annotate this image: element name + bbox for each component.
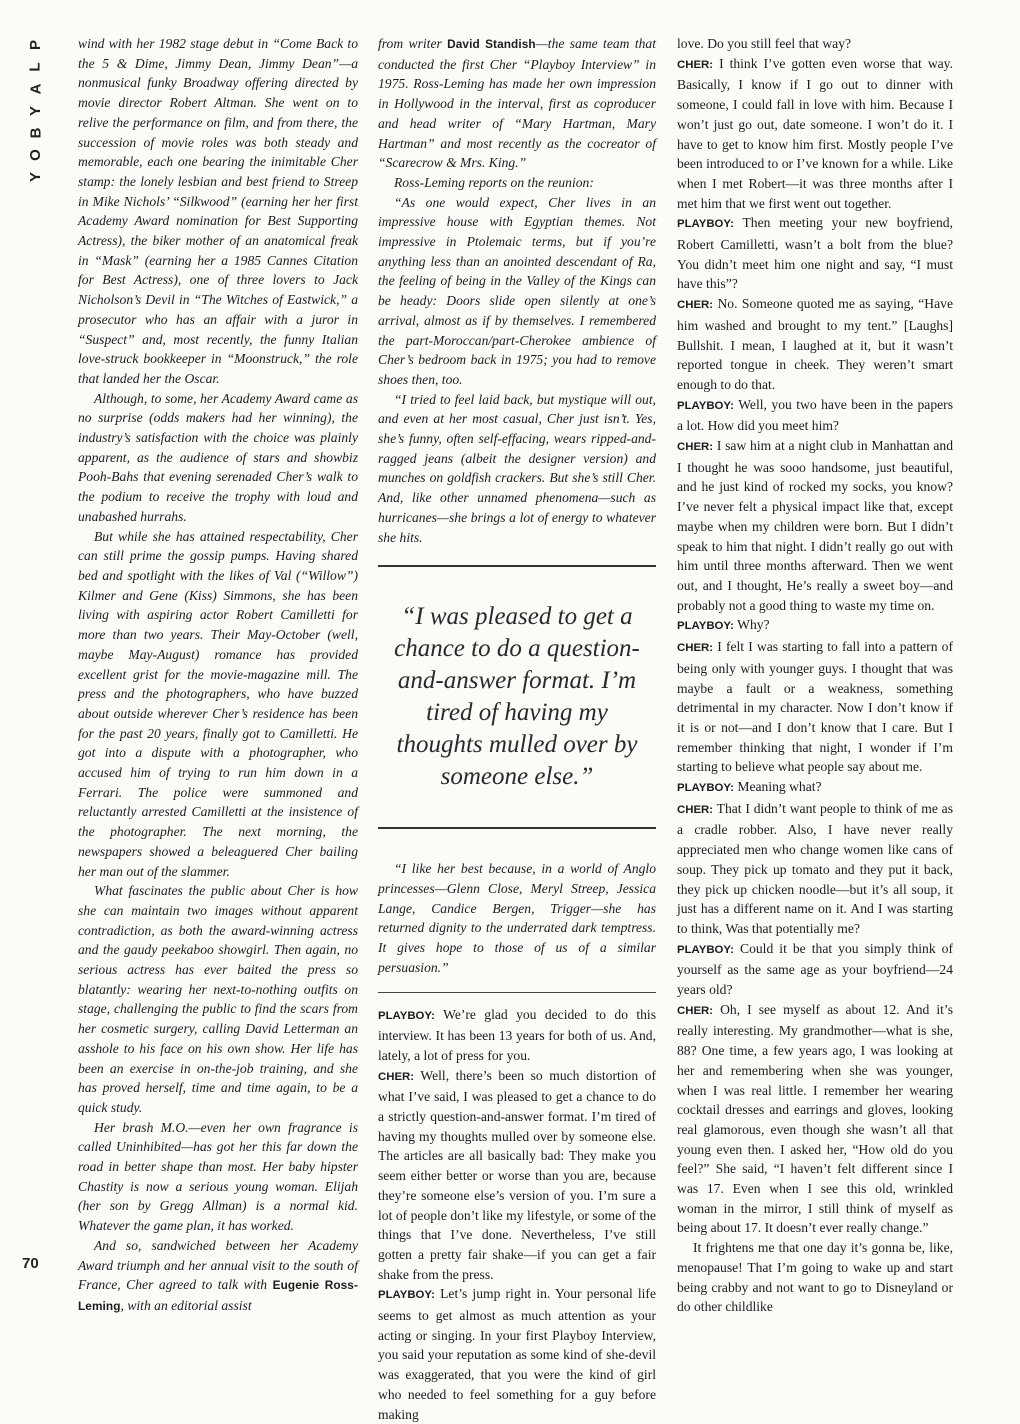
interviewer-name: Eugenie Ross-Leming: [78, 1278, 358, 1313]
interview-question: PLAYBOY: Could it be that you simply think of yourself as the same age as your boyfriend—24 years old?: [677, 940, 953, 998]
writer-name: David Standish: [447, 37, 536, 51]
magazine-letter: L: [26, 62, 44, 72]
speaker-label: CHER:: [677, 803, 714, 816]
magazine-name-vertical: [24, 34, 48, 188]
speaker-label: PLAYBOY:: [677, 620, 734, 633]
speaker-label: PLAYBOY:: [677, 399, 734, 412]
intro-paragraph: from writer David Standish—the same team that conducted the first Cher “Playboy Interview” in 1975. Ross-Leming has made her own impression in Hollywood in the interval, first as coproducer and head writer of “Mary Hartman, Mary Hartman” and most recently as the cocreator of “Scarecrow & Mrs. King.”: [378, 36, 656, 171]
magazine-letter: Y: [26, 171, 44, 183]
interview-answer: CHER: I think I’ve gotten even worse that way. Basically, I know if I go out to dinner with someone, I could fall in love with him. Because I won’t just go out, date someone. I won’t do it. I have to get to know him first. Mostly people I’ve been introduced to or I’ve known for a while. Like when I met Robert—it was three months after I met him that we first went out together.: [677, 55, 953, 211]
intro-paragraph: And so, sandwiched between her Academy Award triumph and her annual visit to the south of France, Cher agreed to talk with Eugenie Ross-Leming, with an editorial assist: [78, 1237, 358, 1313]
pull-quote: “I was pleased to get a chance to do a question-and-answer format. I’m tired of having my thoughts mulled over by someone else.”: [378, 565, 656, 829]
interview-question: PLAYBOY: Why?: [677, 617, 770, 633]
middle-column: [378, 34, 656, 1424]
intro-paragraph: “I tried to feel laid back, but mystique will out, and even at her most casual, Cher just isn’t. Yes, she’s funny, often self-effacing, wears ripped-and-ragged jeans (albeit the designer version) and munches on goldfish crackers. But she’s still Cher. And, like other unnamed phenomena—such as hurricanes—she brings a lot of energy to whatever she hits.: [378, 391, 656, 545]
intro-paragraph: Ross-Leming reports on the reunion:: [394, 174, 594, 190]
speaker-label: CHER:: [677, 58, 714, 71]
intro-paragraph: Although, to some, her Academy Award came as no surprise (odds makers had her winning), the industry’s satisfaction with the choice was plainly apparent, as the audience of stars and showbiz Pooh-Bahs that evening serenaded Cher’s walk to the podium to receive the trophy with loud and unabashed hurrahs.: [78, 390, 358, 524]
intro-paragraph: wind with her 1982 stage debut in “Come Back to the 5 & Dime, Jimmy Dean, Jimmy Dean”—a nonmusical funky Broadway offering directed by movie director Robert Altman. She went on to relive the performance on film, and from there, the succession of movie roles was both steady and memorable, each one bearing the inimitable Cher stamp: the lonely lesbian and best friend to Streep in Mike Nichols’ “Silkwood” (earning her her first Academy Award nomination for Best Supporting Actress), the biker mother of an anatomical freak in “Mask” (earning her a 1985 Cannes Citation for Best Actress), one of three lovers to Jack Nicholson’s Devil in “The Witches of Eastwick,” a prosecutor who has an affair with a juror in “Suspect” and, most recently, the funny Italian love-struck bookkeeper in “Moonstruck,” the role that landed her the Oscar.: [78, 36, 358, 386]
interview-answer: CHER: That I didn’t want people to think of me as a cradle robber. Also, I have never really appreciated men who change women like cans of soup. They pick up tomato and they put it back, they pick up chicken noodle—but it’s all soup, it just has a different name on it. And I was starting to think, Was that potentially me?: [677, 800, 953, 936]
interview-answer: CHER: I felt I was starting to fall into a pattern of being only with younger guys. I thought that was maybe a fault or a weakness, something detrimental in my character. Now I don’t know if it is or not—and I don’t know that I care. But I remember thinking that night, I wonder if I’m starting to believe what people say about me.: [677, 639, 953, 775]
interview-answer: CHER: I saw him at a night club in Manhattan and I thought he was sooo handsome, just beautiful, and he just kind of rocked my socks, you know? I’ve never felt a physical impact like that, except maybe when my children were born. But I didn’t speak to him that night. I didn’t really go out with him until three months afterward. Then we went out, and I thought, He’s really a sweet boy—and probably not a good thing to waste my time on.: [677, 438, 953, 613]
speaker-label: PLAYBOY:: [378, 1289, 435, 1302]
intro-paragraph: Her brash M.O.—even her own fragrance is called Uninhibited—has got her this far down the road in better shape than most. Her baby hipster Chastity is now a serious young woman. Elijah (her son by Gregg Allman) is a normal kid. Whatever the game plan, it has worked.: [78, 1119, 358, 1234]
interview-question: PLAYBOY: We’re glad you decided to do this interview. It has been 13 years for both of us. And, lately, a lot of press for you.: [378, 1006, 656, 1063]
speaker-label: CHER:: [677, 441, 714, 454]
interview-question: PLAYBOY: Well, you two have been in the papers a lot. How did you meet him?: [677, 396, 953, 434]
magazine-letter: P: [26, 39, 44, 51]
section-divider: [378, 992, 656, 993]
interview-question: PLAYBOY: Let’s jump right in. Your personal life seems to get almost as much attention as your acting or singing. In your first Playboy Interview, you said your reputation as some kind of she-devil was exaggerated, that you were the kind of girl who needed to feel something for a guy before making: [378, 1286, 656, 1422]
intro-paragraph: “As one would expect, Cher lives in an impressive house with Egyptian themes. Not impressive in Ptolemaic terms, but if you’re anything less than an anointed descendant of Ra, the feeling of being in the Valley of the Kings can be heady: Doors slide open silently at one’s arrival, almost as if by themselves. I remembered the part-Moroccan/part-Cherokee ambience of Cher’s bedroom back in 1975; you had to remove shoes then, too.: [378, 194, 656, 387]
magazine-letter: B: [27, 127, 44, 139]
speaker-label: CHER:: [677, 299, 714, 312]
speaker-label: PLAYBOY:: [677, 782, 734, 795]
intro-paragraph: What fascinates the public about Cher is how she can maintain two images without apparent contradiction, as both the award-winning actress and the gaudy peekaboo showgirl. Then again, no serious actress has ever baited the press so blatantly: wearing her next-to-nothing outfits on stage, challenging the public to find the scars from her cosmetic surgery, calling David Letterman an asshole to his face on his own show. Her life has been an exercise in on-the-job training, and she has proved herself, time and time again, to be a quick study.: [78, 883, 358, 1115]
page-number: 70: [22, 1255, 39, 1272]
magazine-letter: O: [26, 149, 44, 161]
interview-question: PLAYBOY: Then meeting your new boyfriend, Robert Camilletti, wasn’t a bolt from the blue? You didn’t meet him one night and say, “I must have this”?: [677, 215, 953, 292]
interview-question: PLAYBOY: Meaning what?: [677, 779, 822, 795]
right-column: [677, 34, 953, 1317]
interview-answer: CHER: Oh, I see myself as about 12. And it’s really interesting. My grandmother—what is she, 88? One time, a few years ago, I was looking at her and remembering when she was younger, when I was real little. I remember her wearing cocktail dresses and earrings and gloves, looking real glamorous, even though she wasn’t all that young even then. I asked her, “How old do you feel?” She said, “I haven’t felt different since I was 17. Even when I see this old, wrinkled woman in the mirror, I still think of myself as being about 17. It doesn’t ever really change.”: [677, 1001, 953, 1236]
interview-answer: CHER: No. Someone quoted me as saying, “Have him washed and brought to my tent.” [Laughs] Bullshit. I mean, I laughed at it, but it wasn’t reported tongue in cheek. They weren’t smart enough to do that.: [677, 296, 953, 392]
intro-column: [78, 34, 358, 1317]
speaker-label: CHER:: [677, 1004, 714, 1017]
speaker-label: PLAYBOY:: [677, 218, 734, 231]
intro-paragraph: But while she has attained respectability, Cher can still prime the gossip pumps. Having shared bed and spotlight with the likes of Val (“Willow”) Kilmer and Gene (Kiss) Simmons, she has been living with aspiring actor Robert Camilletti for more than two years. Their May-October (well, maybe May-August) romance has provided excellent grist for the movie-magazine mill. The press and the photographers, who have buzzed about outside wherever Cher’s residence has been for the past 20 years, finally got to Camilletti. He got into a dispute with a photographer, who accused him of trying to run him down in a Ferrari. The police were summoned and reluctantly arrested Camilletti at the insistence of the photographer. The next morning, the newspapers showed a beleaguered Cher bailing her man out of the slammer.: [78, 528, 358, 879]
interview-continuation: love. Do you still feel that way?: [677, 36, 852, 51]
speaker-label: CHER:: [677, 642, 714, 655]
speaker-label: PLAYBOY:: [378, 1009, 435, 1022]
speaker-label: PLAYBOY:: [677, 943, 734, 956]
interview-answer: It frightens me that one day it’s gonna be, like, menopause! That I’m going to wake up and start being crabby and not want to go to Disneyland or do other childlike: [677, 1240, 953, 1315]
interview-answer: CHER: Well, there’s been so much distortion of what I’ve said, I was pleased to get a chance to do a strictly question-and-answer format. I’m tired of having my thoughts mulled over by someone else. The articles are all basically bad: They make you seem either better or worse than you are, because they’re someone else’s version of you. I’m sure a lot of people don’t like my lifestyle, or some of the things that I’ve done. Nevertheless, I’ve still gotten a pretty fair shake—if you can get a fair shake from the press.: [378, 1067, 656, 1282]
magazine-letter: Y: [26, 105, 44, 117]
intro-paragraph: “I like her best because, in a world of Anglo princesses—Glenn Close, Meryl Streep, Jessica Lange, Candice Bergen, Trigger—she has returned dignity to the underrated dark temptress. It gives hope to those of us of a similar persuasion.”: [378, 861, 656, 975]
magazine-letter: A: [27, 83, 44, 95]
speaker-label: CHER:: [378, 1070, 415, 1083]
